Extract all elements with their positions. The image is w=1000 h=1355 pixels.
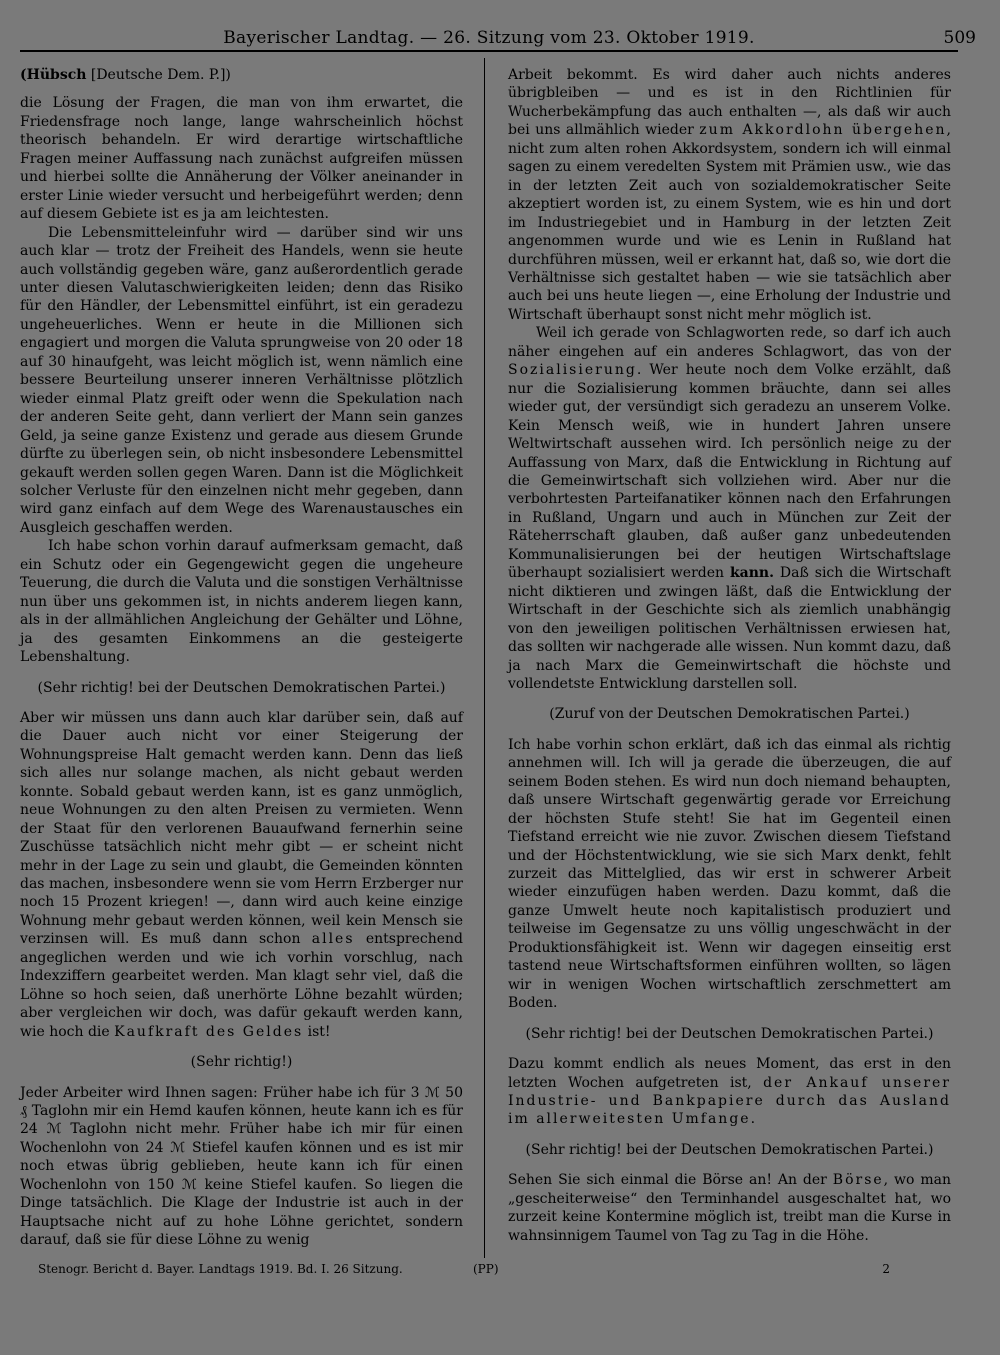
left-p4-spaced-1: alles <box>311 931 355 948</box>
left-paragraph-3: Ich habe schon vorhin darauf aufmerksam gemacht, daß ein Schutz oder ein Gegengewicht gegen die ungeheure Teuerung, die durch die Valuta und die sonstigen Verhältnisse nun über uns gekommen ist, in nichts anderem liegen kann, als in der allmählichen Angleichung der Gehälter und Löhne, ja des gesamten Einkommens an die gesteigerte Lebenshaltung. <box>20 538 463 666</box>
left-interjection-1: (Sehr richtig! bei der Deutschen Demokratischen Partei.) <box>37 679 446 696</box>
footer-mark: (PP) <box>473 1262 499 1276</box>
left-p4-spaced-2: Kaufkraft des Geldes <box>114 1023 304 1040</box>
right-p5-text-b: , wo man „gescheiterweise“ den Terminhandel ausgeschaltet hat, wo zurzeit keine Kontermine möglich ist, treibt man die Kurse in wahnsinnigem Taumel von Tag zu Tag in die Höhe. <box>508 1172 951 1244</box>
page-number: 509 <box>943 28 976 48</box>
right-interjection-2: (Sehr richtig! bei der Deutschen Demokratischen Partei.) <box>525 1025 934 1042</box>
left-paragraph-4 <box>20 709 463 1041</box>
right-paragraph-2 <box>508 324 951 693</box>
header-title: Bayerischer Landtag. — 26. Sitzung vom 23. Oktober 1919. <box>223 28 755 48</box>
right-p4-text-a: Dazu kommt endlich als neues Moment, das erst in den letzten Wochen aufgetreten ist, <box>508 1056 951 1091</box>
right-p4-spaced: der Ankauf unserer Industrie- und Bankpapiere durch das Ausland im allerweitesten Umfange <box>508 1074 951 1128</box>
left-interjection-2: (Sehr richtig!) <box>190 1054 293 1071</box>
right-interjection-3: (Sehr richtig! bei der Deutschen Demokratischen Partei.) <box>525 1141 934 1158</box>
right-p2-bold: kann. <box>729 565 774 582</box>
column-divider <box>484 58 485 1258</box>
footer-sheet-number: 2 <box>882 1262 890 1276</box>
right-paragraph-5 <box>508 1171 951 1245</box>
right-p5-spaced: Börse <box>832 1172 884 1189</box>
right-column <box>508 66 951 1245</box>
right-p1-text-b: , nicht zum alten rohen Akkordsystem, sondern ich will einmal sagen zu einem veredelten System mit Prämien usw., wie das in der letzten Zeit auch von sozialdemokratischer Seite akzeptiert worden ist, zu einem System, wie es hin und dort im Industriegebiet und in Hamburg in der letzten Zeit angenommen wurde und wie es Lenin in Rußland hat durchführen müssen, weil er erkannt hat, daß so, wie dort die Verhältnisse sich gestaltet haben — wie sie tatsächlich aber auch bei uns heute liegen —, eine Erholung der Industrie und Wirtschaft überhaupt sonst nicht mehr möglich ist. <box>508 122 951 323</box>
left-p4-text-a: Aber wir müssen uns dann auch klar darüber sein, daß auf die Dauer auch nicht vor einer Steigerung der Wohnungspreise Halt gemacht werden kann. Denn das ließ sich alles nur solange machen, als nicht gebaut werden konnte. Sobald gebaut werden kann, ist es ganz unmöglich, neue Wohnungen zu den alten Preisen zu vermieten. Wenn der Staat für den verlorenen Bauaufwand fernerhin seine Zuschüsse tatsächlich nicht mehr gibt — er scheint nicht mehr in der Lage zu sein und glaubt, die Gemeinden könnten das machen, insbesondere wenn sie vom Herrn Erzberger nur noch 15 Prozent kriegen! —, dann wird auch keine einzige Wohnung mehr gebaut werden können, weil kein Mensch sie verzinsen will. Es muß dann schon <box>20 709 463 948</box>
speaker-name: (Hübsch <box>20 67 87 83</box>
left-p4-text-c: ist! <box>303 1023 331 1040</box>
right-paragraph-4 <box>508 1055 951 1129</box>
page-header <box>20 26 976 52</box>
right-p5-text-a: Sehen Sie sich einmal die Börse an! An der <box>508 1172 833 1189</box>
footer-source: Stenogr. Bericht d. Bayer. Landtags 1919. Bd. I. 26 Sitzung. <box>38 1262 403 1276</box>
right-paragraph-3: Ich habe vorhin schon erklärt, daß ich das einmal als richtig annehmen will. Ich will ja gerade die überzeugen, die auf seinem Boden stehen. Es wird nun doch niemand behaupten, daß unsere Wirtschaft gegenwärtig gerade vor Erreichung der höchsten Stufe steht! Sie hat im Gegenteil einen Tiefstand erreicht wie nie zuvor. Zwischen diesem Tiefstand und der Höchstentwicklung, wie sie sich Marx denkt, fehlt zurzeit das Mittelglied, das wir erst in schwerer Arbeit wieder einzufügen haben werden. Dazu kommt, daß die ganze Umwelt heute noch kapitalistisch produziert und teilweise im Gegensatze zu uns völlig ungeschwächt in der Produktionsfähigkeit ist. Wenn wir dagegen einseitig erst tastend neue Wirtschaftsformen einführen wollten, so lägen wir in wenigen Wochen wirtschaftlich zerschmettert am Boden. <box>508 736 951 1012</box>
left-p4-text-b: entsprechend angeglichen werden und wie ich vorhin vorschlug, nach Indexziffern gearbeitet werden. Man klagt sehr viel, daß die Löhne so hoch seien, daß unerhörte Löhne bezahlt würden; aber vergleichen wir doch, was dafür gekauft werden kann, wie hoch die <box>20 931 463 1040</box>
left-column <box>20 66 463 1250</box>
right-interjection-1: (Zuruf von der Deutschen Demokratischen Partei.) <box>549 706 910 723</box>
left-paragraph-2: Die Lebensmitteleinfuhr wird — darüber sind wir uns auch klar — trotz der Freiheit des Handels, wenn sie heute auch vollständig gegeben wäre, ganz außerordentlich gerade unter diesen Valutaschwierigkeiten leiden; denn das Risiko für den Händler, der Lebensmittel einführt, ist ein geradezu ungeheuerliches. Wenn er heute in die Millionen sich engagiert und morgen die Valuta sprungweise von 20 oder 18 auf 30 hinaufgeht, was leicht möglich ist, wenn nämlich eine bessere Beurteilung unserer inneren Verhältnisse plötzlich wieder einmal Platz greift oder wenn die Spekulation nach der anderen Seite geht, dann verliert der Mann sein ganzes Geld, ja seine ganze Existenz und gerade aus diesem Grunde dürfte zu überlegen sein, ob nicht insbesondere Lebensmittel gekauft werden sollen gegen Waren. Dann ist die Möglichkeit solcher Verluste für den einzelnen nicht mehr gegeben, dann wird ganz einfach auf dem Wege des Warenaustausches ein Ausgleich geschaffen werden. <box>20 224 463 536</box>
right-p2-spaced: Sozialisierung <box>508 362 637 379</box>
speaker-line <box>20 66 463 84</box>
right-p4-text-b: . <box>750 1111 756 1128</box>
right-paragraph-1 <box>508 66 951 324</box>
right-p1-text-a: Arbeit bekommt. Es wird daher auch nichts anderes übrigbleiben — und es ist in den Richtlinien für Wucherbekämpfung das auch enthalten —, als daß wir auch bei uns allmählich wieder <box>508 67 951 139</box>
speaker-party: [Deutsche Dem. P.]) <box>86 67 231 83</box>
right-p2-text-c: Daß sich die Wirtschaft nicht diktieren und zwingen läßt, daß die Entwicklung der Wirtschaft in der Geschichte sich als ziemlich unabhängig von den jeweiligen politischen Verhältnissen erwiesen hat, das sollten wir nachgerade alle wissen. Nun kommt dazu, daß ja nach Marx die Gemeinwirtschaft die höchste und vollendetste Entwicklung darstellen soll. <box>508 565 951 692</box>
right-p1-spaced: zum Akkordlohn übergehen <box>699 122 947 139</box>
right-p2-text-b: . Wer heute noch dem Volke erzählt, daß nur die Sozialisierung kommen bräuchte, dann sei alles wieder gut, der versündigt sich geradezu an unserem Volke. Kein Mensch weiß, wie in hundert Jahren unsere Weltwirtschaft aussehen wird. Ich persönlich neige zu der Auffassung von Marx, daß die Entwicklung in Richtung auf die Gemeinwirtschaft sich vollziehen wird. Aber nur die verbohrtesten Parteifanatiker können nach den Erfahrungen in Rußland, Ungarn und auch in München zur Zeit der Räteherrschaft glauben, daß außer ganz unbedeutenden Kommunalisierungen bei der heutigen Wirtschaftslage überhaupt sozialisiert werden <box>508 362 951 582</box>
left-paragraph-1: die Lösung der Fragen, die man von ihm erwartet, die Friedensfrage noch lange, lange wahrscheinlich höchst theorisch behandeln. Er wird derartige wirtschaftliche Fragen meiner Auffassung nach zunächst aufgreifen müssen und hierbei sollte die Annäherung der Völker aneinander in erster Linie wieder versucht und herbeigeführt werden; denn auf diesem Gebiete ist es ja am leichtesten. <box>20 95 463 223</box>
left-paragraph-5: Jeder Arbeiter wird Ihnen sagen: Früher habe ich für 3 ℳ 50 ₰ Taglohn mir ein Hemd kaufen können, heute kann ich es für 24 ℳ Taglohn nicht mehr. Früher habe ich mir für einen Wochenlohn von 24 ℳ Stiefel kaufen können und es ist mir noch etwas übrig geblieben, heute kann ich für einen Wochenlohn von 150 ℳ keine Stiefel kaufen. So liegen die Dinge tatsächlich. Die Klage der Industrie ist auch in der Hauptsache nicht auf zu hohe Löhne gerichtet, sondern darauf, daß sie für diese Löhne zu wenig <box>20 1084 463 1249</box>
right-p2-text-a: Weil ich gerade von Schlagworten rede, so darf ich auch näher eingehen auf ein anderes Schlagwort, das von der <box>508 325 951 360</box>
